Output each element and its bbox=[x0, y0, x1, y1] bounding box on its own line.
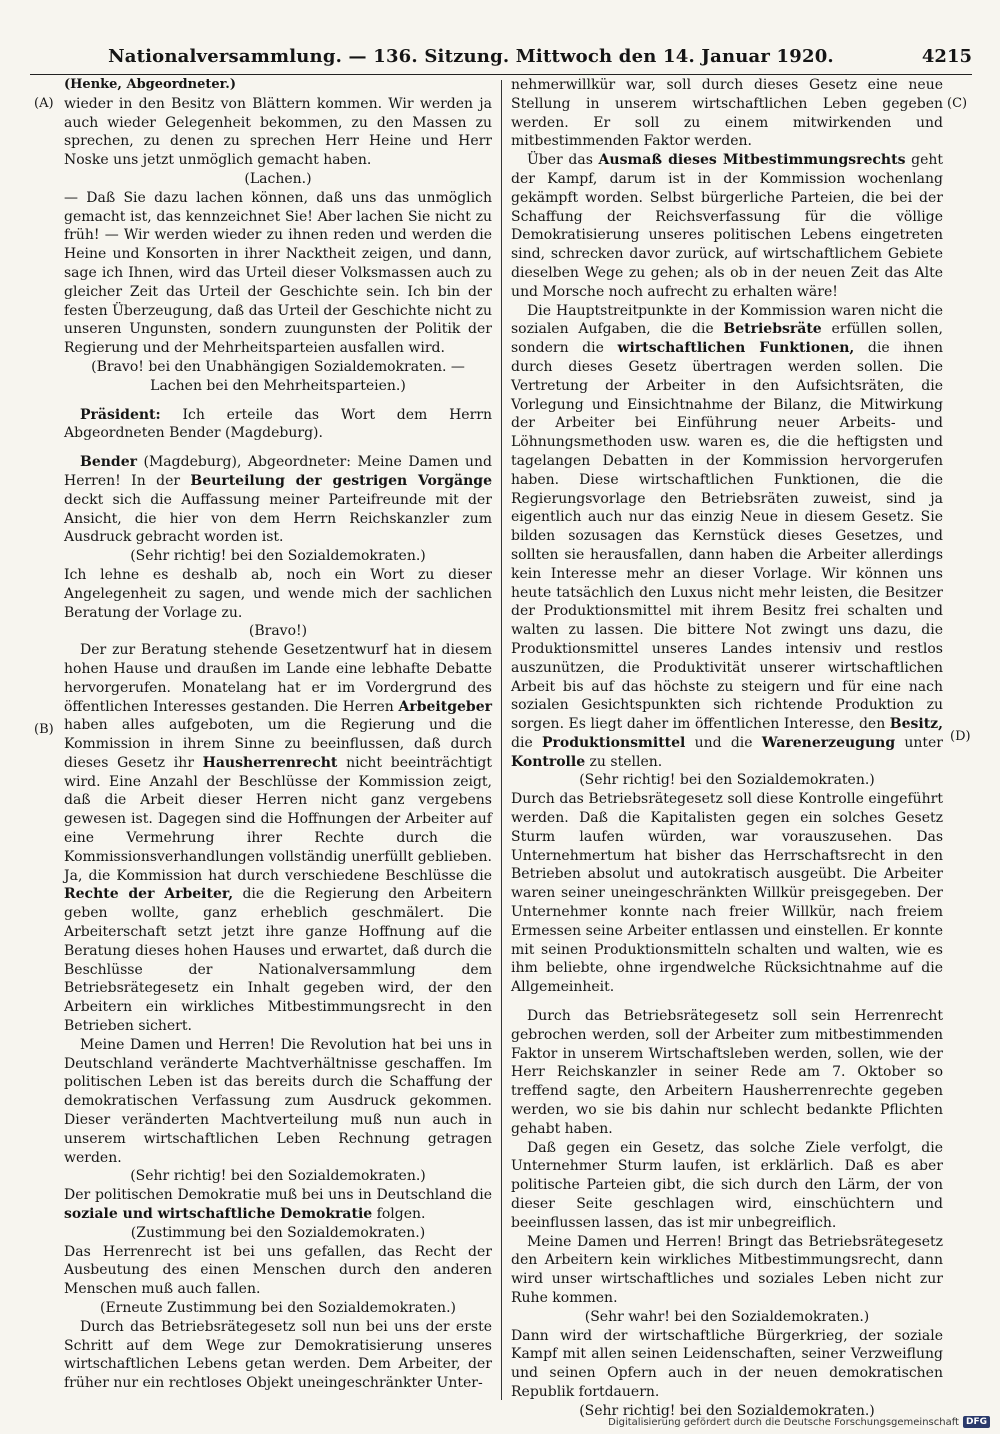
speaker-tag: (Henke, Abgeordneter.) bbox=[64, 77, 236, 92]
reaction: (Sehr wahr! bei den Sozialdemokraten.) bbox=[584, 1308, 870, 1325]
left-column bbox=[64, 76, 492, 1393]
reaction: (Sehr richtig! bei den Sozialdemokraten.) bbox=[579, 1402, 875, 1419]
reaction: (Lachen.) bbox=[244, 170, 312, 187]
paragraph: Durch das Betriebsrätegesetz soll sein Herrenrecht gebrochen werden, soll der Arbeiter zum mitbestimmenden Faktor in unserem Wirtschaftsleben werden, sollen, wie der Herr Reichskanzler in seiner Rede am 7. Oktober so treffend sagte, den Arbeitern Hausherrenrechte gegeben werden, wo sie bis dahin nur schlecht bedankte Pflichten gehabt haben. bbox=[511, 1008, 943, 1137]
bender-statement: Bender (Magdeburg), Abgeordneter: Meine Damen und Herren! In der Beurteilung der gestrigen Vorgänge deckt sich die Auffassung meiner Parteifreunde mit der Ansicht, die hier von dem Herrn Reichskanzler zum Ausdruck gebracht worden ist. bbox=[64, 454, 492, 546]
paragraph: Dann wird der wirtschaftliche Bürgerkrieg, der soziale Kampf mit allen seinen Leidenschaften, seiner Verzweiflung und seinen Opfern auch in der neuen demokratischen Republik fortdauern. bbox=[511, 1327, 943, 1400]
reaction: (Bravo! bei den Unabhängigen Sozialdemokraten. — Lachen bei den Mehrheitsparteien.) bbox=[91, 358, 465, 394]
paragraph: Daß gegen ein Gesetz, das solche Ziele verfolgt, die Unternehmer Sturm laufen, ist erklärlich. Daß es aber politische Parteien gibt, die sich durch den Lärm, der von dieser Seite geschlagen wird, einschüchtern und beeinflussen lassen, das ist mir unbegreiflich. bbox=[511, 1139, 943, 1231]
dfg-logo: DFG bbox=[963, 1416, 990, 1428]
speaker-name: Präsident: bbox=[80, 406, 161, 423]
reaction: (Sehr richtig! bei den Sozialdemokraten.) bbox=[130, 548, 426, 565]
margin-marker-a: (A) bbox=[34, 96, 54, 111]
paragraph: Über das Ausmaß dieses Mitbestimmungsrechts geht der Kampf, darum ist in der Kommission wochenlang gekämpft worden. Selbst bürgerliche Parteien, die bei der Schaffung der Reichsverfassung für die völlige Demokratisierung unseres politischen Lebens eingetreten sind, schrecken davor zurück, auf wirtschaftlichem Gebiete dieselben Wege zu gehen; als ob in der neuen Zeit das Alte und Morsche noch aufrecht zu erhalten wäre! bbox=[511, 152, 944, 300]
paragraph: Der politischen Demokratie muß bei uns in Deutschland die soziale und wirtschaftliche Demokratie folgen. bbox=[64, 1187, 492, 1223]
column-divider bbox=[501, 80, 502, 1400]
reaction: (Sehr richtig! bei den Sozialdemokraten.) bbox=[130, 1168, 426, 1185]
reaction: (Sehr richtig! bei den Sozialdemokraten.) bbox=[579, 772, 875, 789]
paragraph: Ich lehne es deshalb ab, noch ein Wort zu dieser Angelegenheit zu sagen, und wende mich der sachlichen Beratung der Vorlage zu. bbox=[64, 566, 492, 621]
paragraph: Das Herrenrecht ist bei uns gefallen, das Recht der Ausbeutung des einen Menschen durch den anderen Menschen muß auch fallen. bbox=[64, 1243, 492, 1298]
paragraph: Der zur Beratung stehende Gesetzentwurf hat in diesem hohen Hause und draußen im Lande eine lebhafte Debatte hervorgerufen. Monatelang hat er im Vordergrund des öffentlichen Interesses gestanden. Die Herren Arbeitgeber haben alles aufgeboten, um die Regierung und die Kommission in ihrem Sinne zu beeinflussen, daß durch dieses Gesetz ihr Hausherrenrecht nicht beeinträchtigt wird. Eine Anzahl der Beschlüsse der Kommission zeigt, daß die Arbeit dieser Herren nicht ganz vergebens gewesen ist. Dagegen sind die Hoffnungen der Arbeiter auf eine Vermehrung ihrer Rechte durch die Kommissionsverhandlungen vollständig unerfüllt geblieben. Ja, die Kommission hat durch verschiedene Beschlüsse die Rechte der Arbeiter, die die Regierung den Arbeitern geben wollte, ganz erheblich geschmälert. Die Arbeiterschaft setzt jetzt ihre ganze Hoffnung auf die Beratung dieses hohen Hauses und erwartet, daß durch die Beschlüsse der Nationalversammlung dem Betriebsrätegesetz ein Inhalt gegeben wird, der den Arbeitern ein wirkliches Mitbestimmungsrecht in den Betrieben sichert. bbox=[64, 642, 492, 1035]
speaker-name: Bender bbox=[80, 454, 137, 471]
margin-marker-d: (D) bbox=[950, 729, 971, 744]
paragraph: Durch das Betriebsrätegesetz soll diese Kontrolle eingeführt werden. Daß die Kapitalisten gegen ein solches Gesetz Sturm laufen würden, war vorauszusehen. Das Unternehmertum hat bisher das Herrschaftsrecht in den Betrieben absolut und autokratisch ausgeübt. Die Arbeiter waren seiner uneingeschränkten Willkür preisgegeben. Der Unternehmer konnte nach freier Willkür, nach freiem Ermessen seine Arbeiter entlassen und einstellen. Er konnte mit seinen Produktionsmitteln schalten und walten, wie es ihm beliebte, ohne irgendwelche Rücksichtnahme auf die Allgemeinheit. bbox=[511, 791, 943, 996]
page-header bbox=[30, 44, 972, 75]
reaction: (Zustimmung bei den Sozialdemokraten.) bbox=[130, 1224, 426, 1241]
page-number: 4215 bbox=[921, 46, 972, 67]
credit-text: Digitalisierung gefördert durch die Deutsche Forschungsgemeinschaft bbox=[608, 1416, 959, 1428]
paragraph: Meine Damen und Herren! Die Revolution hat bei uns in Deutschland veränderte Machtverhältnisse geschaffen. Im politischen Leben ist das bereits durch die Schaffung der demokratischen Verfassung zum Ausdruck gekommen. Dieser veränderten Machtverteilung muß nun auch in unserem wirtschaftlichen Leben Rechnung getragen werden. bbox=[64, 1036, 492, 1166]
running-title: Nationalversammlung. — 136. Sitzung. Mittwoch den 14. Januar 1920. bbox=[108, 46, 834, 67]
reaction: (Erneute Zustimmung bei den Sozialdemokraten.) bbox=[100, 1300, 456, 1316]
paragraph: — Daß Sie dazu lachen können, daß uns das unmöglich gemacht ist, das kennzeichnet Sie! Aber lachen Sie nicht zu früh! — Wir werden wieder zu ihnen reden und werden die Heine und Konsorten in ihrer Nacktheit zeigen, und dann, sage ich Ihnen, wird das Urteil dieser Volksmassen auch zu gleicher Zeit das Urteil der Geschichte sein. Ich bin der festen Überzeugung, daß das Urteil der Geschichte nicht zu unseren Ungunsten, sondern zuungunsten der Politik der Regierung und der Mehrheitsparteien ausfallen wird. bbox=[64, 189, 492, 357]
paragraph: nehmerwillkür war, soll durch dieses Gesetz eine neue Stellung in unserem wirtschaftlichen Leben gegeben werden. Er soll zu einem mitwirkenden und mitbestimmenden Faktor werden. bbox=[511, 77, 943, 150]
right-column bbox=[511, 76, 943, 1421]
digitization-credit bbox=[608, 1416, 990, 1428]
reaction: (Bravo!) bbox=[248, 623, 308, 640]
margin-marker-c: (C) bbox=[947, 96, 968, 111]
president-statement: Präsident: Ich erteile das Wort dem Herrn Abgeordneten Bender (Magdeburg). bbox=[64, 406, 492, 442]
margin-marker-b: (B) bbox=[34, 722, 54, 737]
paragraph: Die Hauptstreitpunkte in der Kommission waren nicht die sozialen Aufgaben, die die Betriebsräte erfüllen sollen, sondern die wirtschaftlichen Funktionen, die ihnen durch dieses Gesetz übertragen werden sollen. Die Vertretung der Arbeiter in den Aufsichtsräten, die Vorlegung und Einsichtnahme der Bilanz, die Mitwirkung der Arbeiter bei Einführung neuer Arbeits- und Löhnungsmethoden usw. waren es, die die heftigsten und tagelangen Debatten in der Kommission hervorgerufen haben. Diese wirtschaftlichen Funktionen, die die Regierungsvorlage den Betriebsräten zuweist, sind ja eigentlich auch nur das einzig Neue in diesem Gesetz. Sie bilden sozusagen das Kernstück dieses Gesetzes, und sollten sie herausfallen, dann haben die Arbeiter allerdings kein Interesse mehr an dieser Vorlage. Wir können uns heute tatsächlich den Luxus nicht mehr leisten, die Besitzer der Produktionsmittel mit ihrem Besitz frei schalten und walten zu lassen. Die bittere Not zwingt uns dazu, die Produktionsmittel unseres Landes intensiv und restlos auszunützen, die Produktivität unserer wirtschaftlichen Arbeit bis auf das höchste zu steigern und für eine nach sozialen Gesichtspunkten sich richtende Produktion zu sorgen. Es liegt daher im öffentlichen Interesse, den Besitz, die Produktionsmittel und die Warenerzeugung unter Kontrolle zu stellen. bbox=[511, 302, 944, 770]
paragraph: wieder in den Besitz von Blättern kommen. Wir werden ja auch wieder Gelegenheit bekommen, zu den Massen zu sprechen, zu denen zu sprechen Herr Heine und Herr Noske uns jetzt unmöglich gemacht haben. bbox=[64, 95, 492, 169]
paragraph: Meine Damen und Herren! Bringt das Betriebsrätegesetz den Arbeitern kein wirkliches Mitbestimmungsrecht, dann wird unser wirtschaftliches und soziales Leben nicht zur Ruhe kommen. bbox=[511, 1233, 943, 1306]
paragraph: Durch das Betriebsrätegesetz soll nun bei uns der erste Schritt auf dem Wege zur Demokratisierung unseres wirtschaftlichen Lebens getan werden. Dem Arbeiter, der früher nur ein rechtloses Objekt uneingeschränkter Unter- bbox=[64, 1318, 492, 1392]
